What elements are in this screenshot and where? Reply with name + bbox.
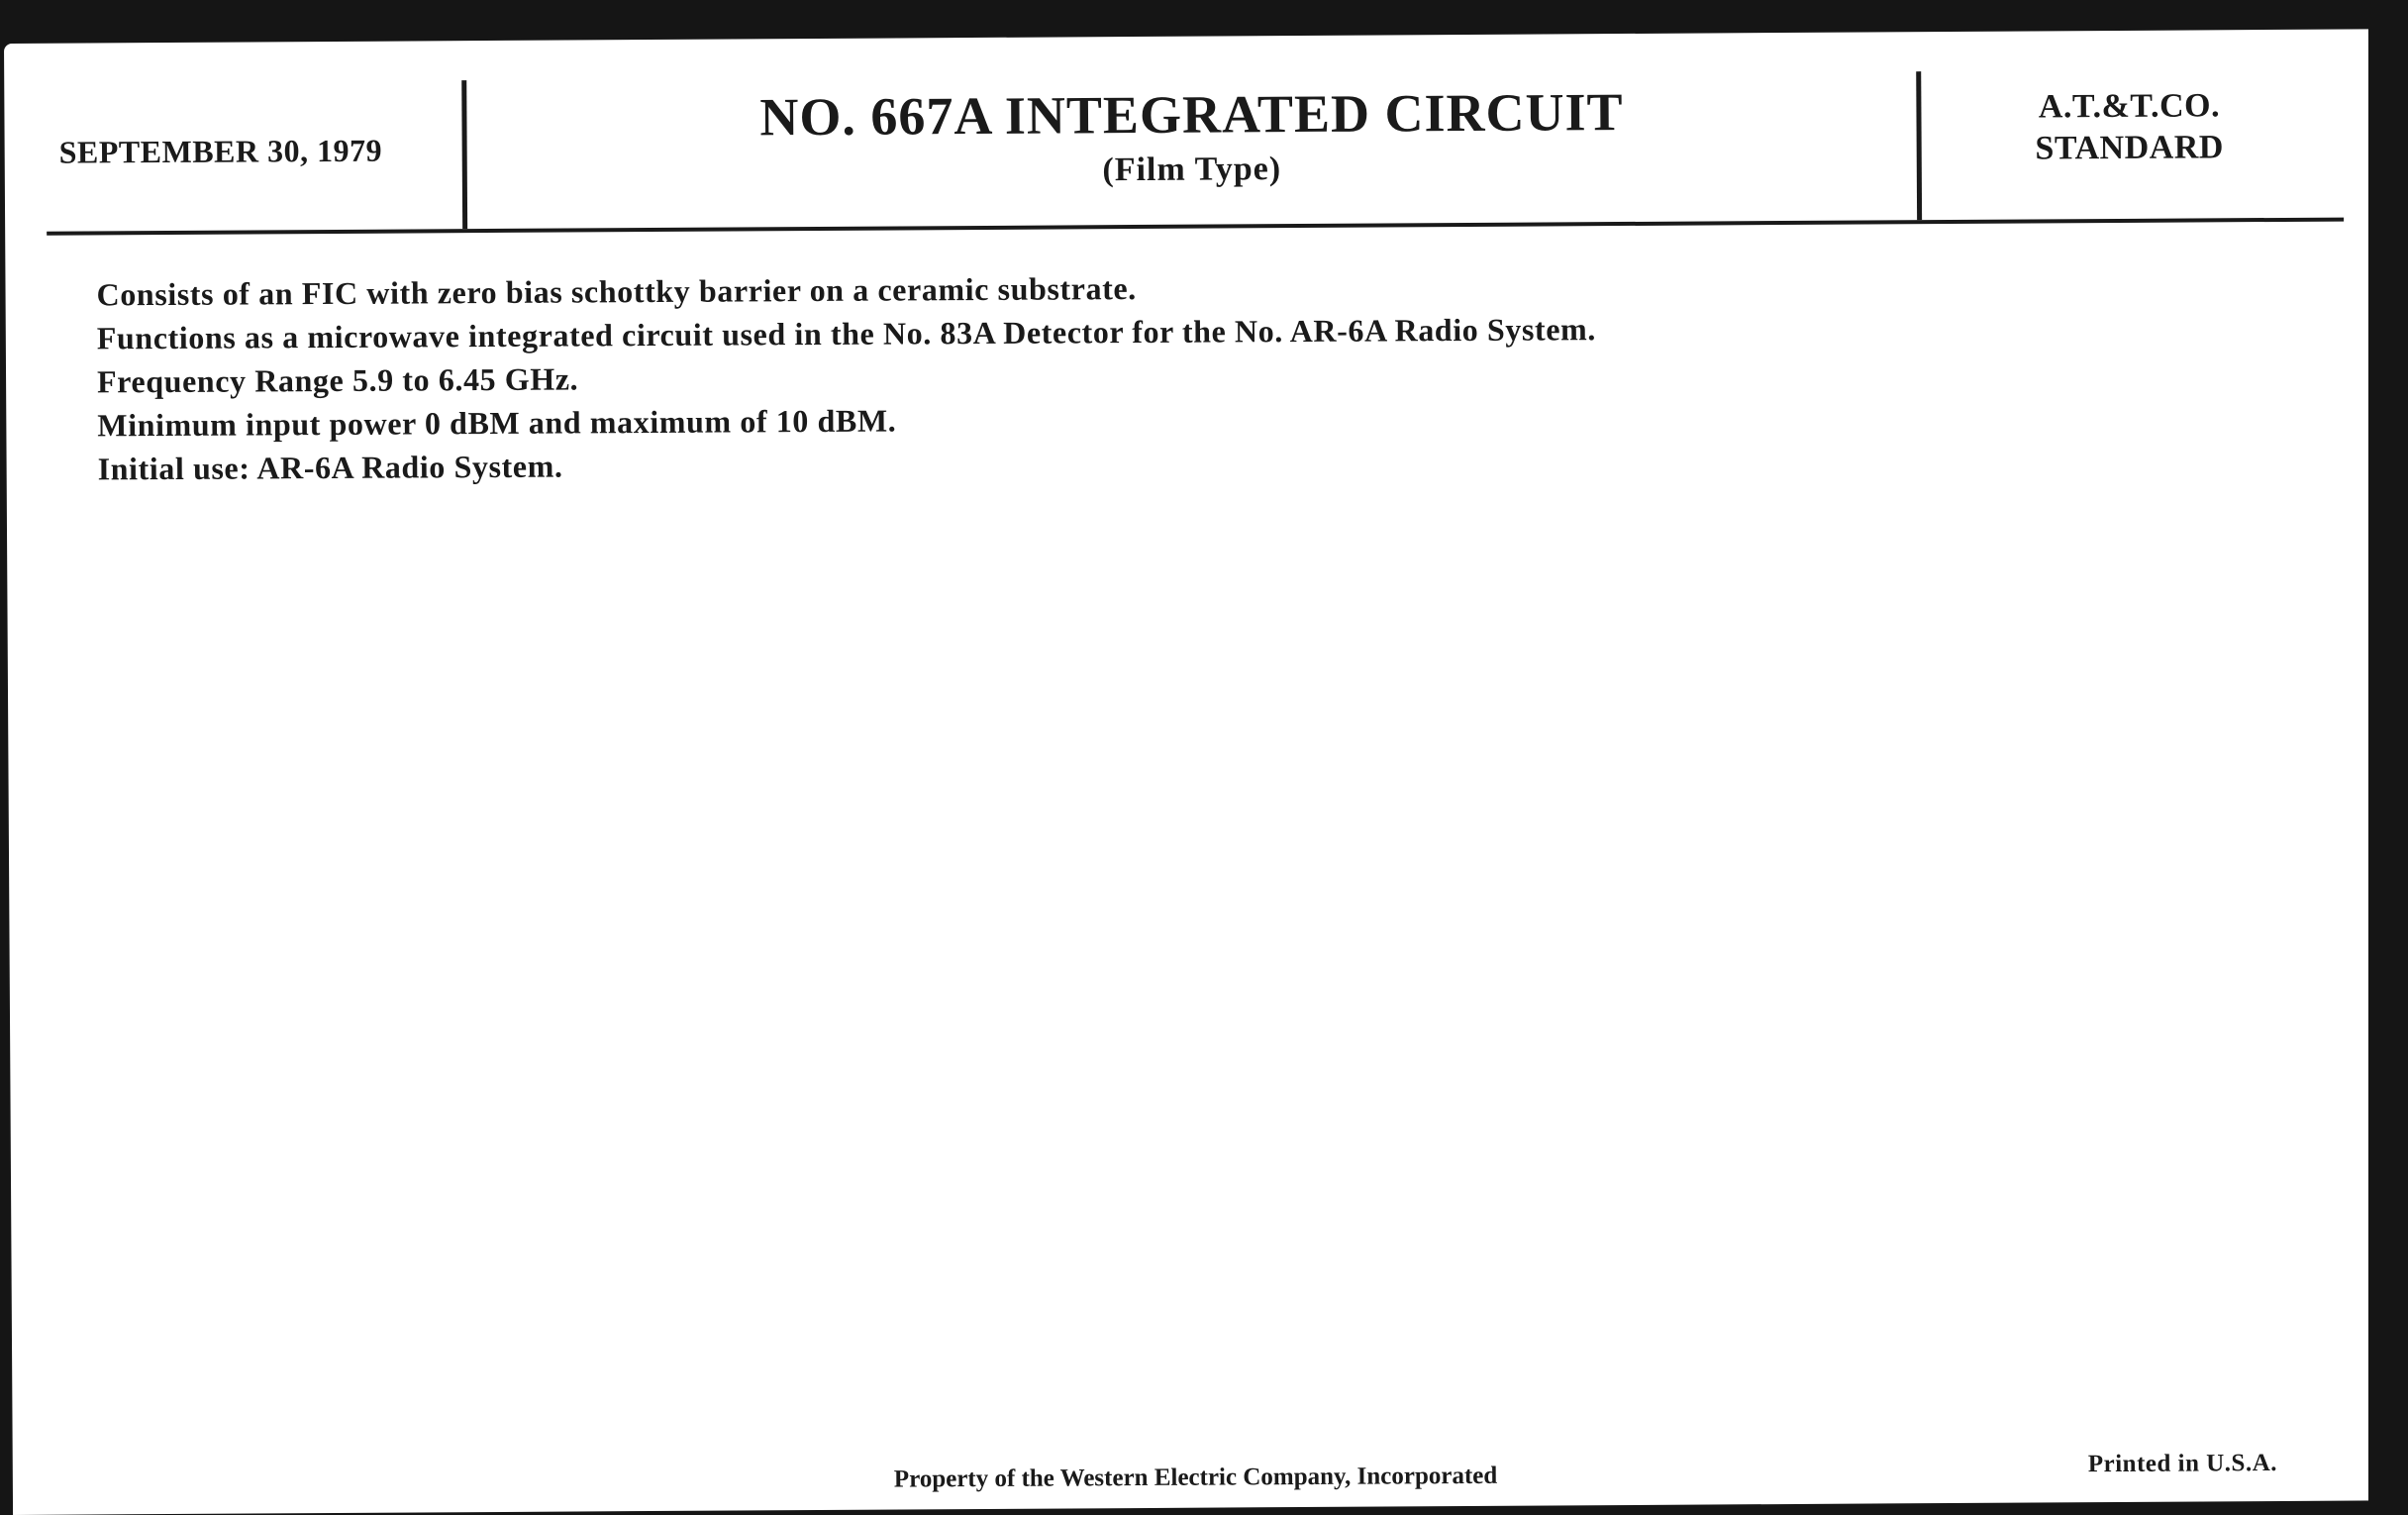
- description-line: Frequency Range 5.9 to 6.45 GHz.: [96, 360, 579, 400]
- document-subtitle: (Film Type): [1102, 151, 1282, 189]
- document-title: NO. 667A INTEGRATED CIRCUIT: [759, 82, 1624, 148]
- org-name: A.T.&T.CO.: [2038, 87, 2221, 126]
- property-notice: Property of the Western Electric Company, Incorporated: [893, 1462, 1498, 1493]
- document-date: SEPTEMBER 30, 1979: [58, 132, 383, 170]
- description-body: [96, 263, 1596, 490]
- printed-notice: Printed in U.S.A.: [2087, 1450, 2278, 1478]
- standard-label: STANDARD: [2035, 129, 2224, 167]
- standard-block: [1921, 85, 2338, 171]
- header-rule: [47, 218, 2344, 236]
- description-line: Initial use: AR-6A Radio System.: [97, 448, 563, 487]
- description-line: Minimum input power 0 dBM and maximum of 10 dBM.: [97, 402, 897, 444]
- description-line: Consists of an FIC with zero bias schottky barrier on a ceramic substrate.: [96, 270, 1137, 313]
- scan-border: [2368, 0, 2408, 1515]
- description-line: Functions as a microwave integrated circuit used in the No. 83A Detector for the No. AR-6A Radio System.: [96, 311, 1597, 356]
- document-card: [4, 29, 2377, 1515]
